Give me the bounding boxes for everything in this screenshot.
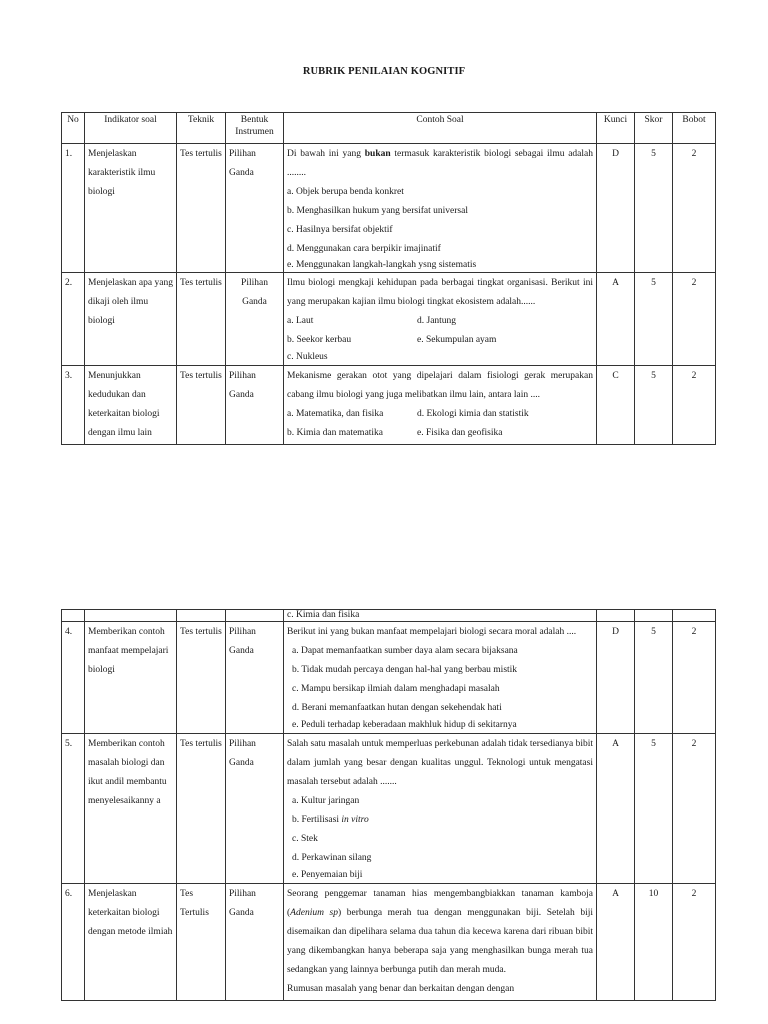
row-no: 6. [62,884,85,1001]
italic-in-vitro: in vitro [341,815,369,825]
row-indikator: Menjelaskan karakteristik ilmu biologi [85,144,177,273]
question-text: Berikut ini yang bukan manfaat mempelajari biologi secara moral adalah .... [287,627,577,637]
table-row [62,622,716,734]
continuation-text: c. Kimia dan fisika [284,610,597,622]
row-indikator: Menjelaskan keterkaitan biologi dengan metode ilmiah [85,884,177,1001]
row-bentuk: Pilihan Ganda [226,884,284,1001]
row-bentuk: Pilihan Ganda [226,273,284,366]
row-kunci: A [597,273,635,366]
question-text: Seorang penggemar tanaman hias mengembangbiakkan tanaman kamboja (Adenium sp) berbunga merah tua dengan menggunakan biji. Setelah biji disemaikan dan dipelihara selama dua tahun dia kecewa karena dari ribuan bibit yang dikembangkan hanya beberapa saja yang menghasilkan bunga merah tua sedangkan yang lainnya berbunga putih dan merah muda. [287,889,593,975]
row-indikator: Menunjukkan kedudukan dan keterkaitan biologi dengan ilmu lain [85,366,177,445]
header-bobot: Bobot [673,113,716,144]
option-pair [287,405,593,424]
row-bobot: 2 [673,734,716,884]
row-skor: 5 [635,734,673,884]
option-b: b. Seekor kerbau [287,335,352,345]
option-pair [287,312,593,331]
option-b: b. Fertilisasi in vitro [292,815,369,825]
row-bentuk: Pilihan Ganda [226,622,284,734]
row-kunci: C [597,366,635,445]
header-skor: Skor [635,113,673,144]
row-teknik: Tes tertulis [177,622,226,734]
rubric-table [61,112,716,445]
table-row [62,273,716,366]
row-teknik: Tes tertulis [177,144,226,273]
row-skor: 5 [635,622,673,734]
option-d: d. Ekologi kimia dan statistik [417,409,529,419]
rubric-table-continued [61,609,716,1001]
italic-species: Adenium sp [290,908,338,918]
row-bentuk: Pilihan Ganda [226,366,284,445]
table-row [62,144,716,273]
row-bentuk: Pilihan Ganda [226,734,284,884]
option-e: e. Fisika dan geofisika [417,428,503,438]
option-c: c. Stek [292,834,318,844]
table-row [62,366,716,445]
question-text: Mekanisme gerakan otot yang dipelajari dalam fisiologi gerak merupakan cabang ilmu biologi yang juga melibatkan ilmu lain, antara lain .... [287,371,593,400]
row-no: 4. [62,622,85,734]
option-c: c. Nukleus [287,352,328,362]
row-contoh-soal [284,366,597,445]
row-bentuk: Pilihan Ganda [226,144,284,273]
option-a: a. Matematika, dan fisika [287,409,384,419]
header-contoh: Contoh Soal [284,113,597,144]
row-indikator: Memberikan contoh manfaat mempelajari biologi [85,622,177,734]
row-skor: 5 [635,273,673,366]
question-text: Salah satu masalah untuk memperluas perkebunan adalah tidak tersedianya bibit dalam jumlah yang besar dengan kualitas unggul. Teknologi untuk mengatasi masalah tersebut adalah ....... [287,739,593,787]
option-e: e. Sekumpulan ayam [417,335,497,345]
table-row [62,884,716,1001]
option-d: d. Menggunakan cara berpikir imajinatif [287,244,441,254]
row-contoh-soal [284,144,597,273]
row-skor: 5 [635,144,673,273]
option-a: a. Objek berupa benda konkret [287,187,404,197]
row-contoh-soal [284,884,597,1001]
row-bobot: 2 [673,884,716,1001]
row-teknik: Tes tertulis [177,273,226,366]
row-no: 2. [62,273,85,366]
row-bobot: 2 [673,144,716,273]
row-kunci: A [597,884,635,1001]
row-kunci: A [597,734,635,884]
row-indikator: Menjelaskan apa yang dikaji oleh ilmu biologi [85,273,177,366]
option-e: e. Penyemaian biji [292,870,363,880]
row-bobot: 2 [673,622,716,734]
row-no: 3. [62,366,85,445]
option-c: c. Hasilnya bersifat objektif [287,225,393,235]
row-teknik: Tes tertulis [177,734,226,884]
table-row [62,734,716,884]
row-contoh-soal [284,734,597,884]
row-kunci: D [597,622,635,734]
option-a: a. Laut [287,316,314,326]
header-bentuk: Bentuk Instrumen [226,113,284,144]
question-text: Ilmu biologi mengkaji kehidupan pada berbagai tingkat organisasi. Berikut ini yang merupakan kajian ilmu biologi tingkat ekosistem adalah...... [287,278,593,307]
option-e: e. Menggunakan langkah-langkah ysng sistematis [287,260,477,270]
option-e: e. Peduli terhadap keberadaan makhluk hidup di sekitarnya [292,720,517,730]
question-text: Di bawah ini yang bukan termasuk karakteristik biologi sebagai ilmu adalah ........ [287,149,593,178]
row-kunci: D [597,144,635,273]
row-indikator: Memberikan contoh masalah biologi dan ikut andil membantu menyelesaikanny a [85,734,177,884]
option-b: b. Tidak mudah percaya dengan hal-hal yang berbau mistik [292,665,518,675]
header-kunci: Kunci [597,113,635,144]
row-teknik: Tes Tertulis [177,884,226,1001]
header-teknik: Teknik [177,113,226,144]
row-contoh-soal [284,622,597,734]
header-indikator: Indikator soal [85,113,177,144]
option-a: a. Kultur jaringan [292,796,360,806]
row-no: 5. [62,734,85,884]
header-no: No [62,113,85,144]
option-pair [287,331,593,350]
row-skor: 10 [635,884,673,1001]
option-b: b. Kimia dan matematika [287,428,384,438]
option-a: a. Dapat memanfaatkan sumber daya alam secara bijaksana [292,646,518,656]
option-b: b. Menghasilkan hukum yang bersifat universal [287,206,468,216]
option-d: d. Perkawinan silang [292,853,372,863]
option-pair [287,424,593,443]
row-teknik: Tes tertulis [177,366,226,445]
option-d: d. Jantung [417,316,457,326]
row-bobot: 2 [673,366,716,445]
document-title: RUBRIK PENILAIAN KOGNITIF [302,66,466,77]
row-no: 1. [62,144,85,273]
emphasis-bukan: bukan [364,149,391,159]
question-text-continued: Rumusan masalah yang benar dan berkaitan dengan dengan [287,984,515,994]
option-c: c. Mampu bersikap ilmiah dalam menghadapi masalah [292,684,500,694]
continuation-row [62,610,716,622]
row-bobot: 2 [673,273,716,366]
option-d: d. Berani memanfaatkan hutan dengan sekehendak hati [292,703,502,713]
table-header-row [62,113,716,144]
row-skor: 5 [635,366,673,445]
row-contoh-soal [284,273,597,366]
